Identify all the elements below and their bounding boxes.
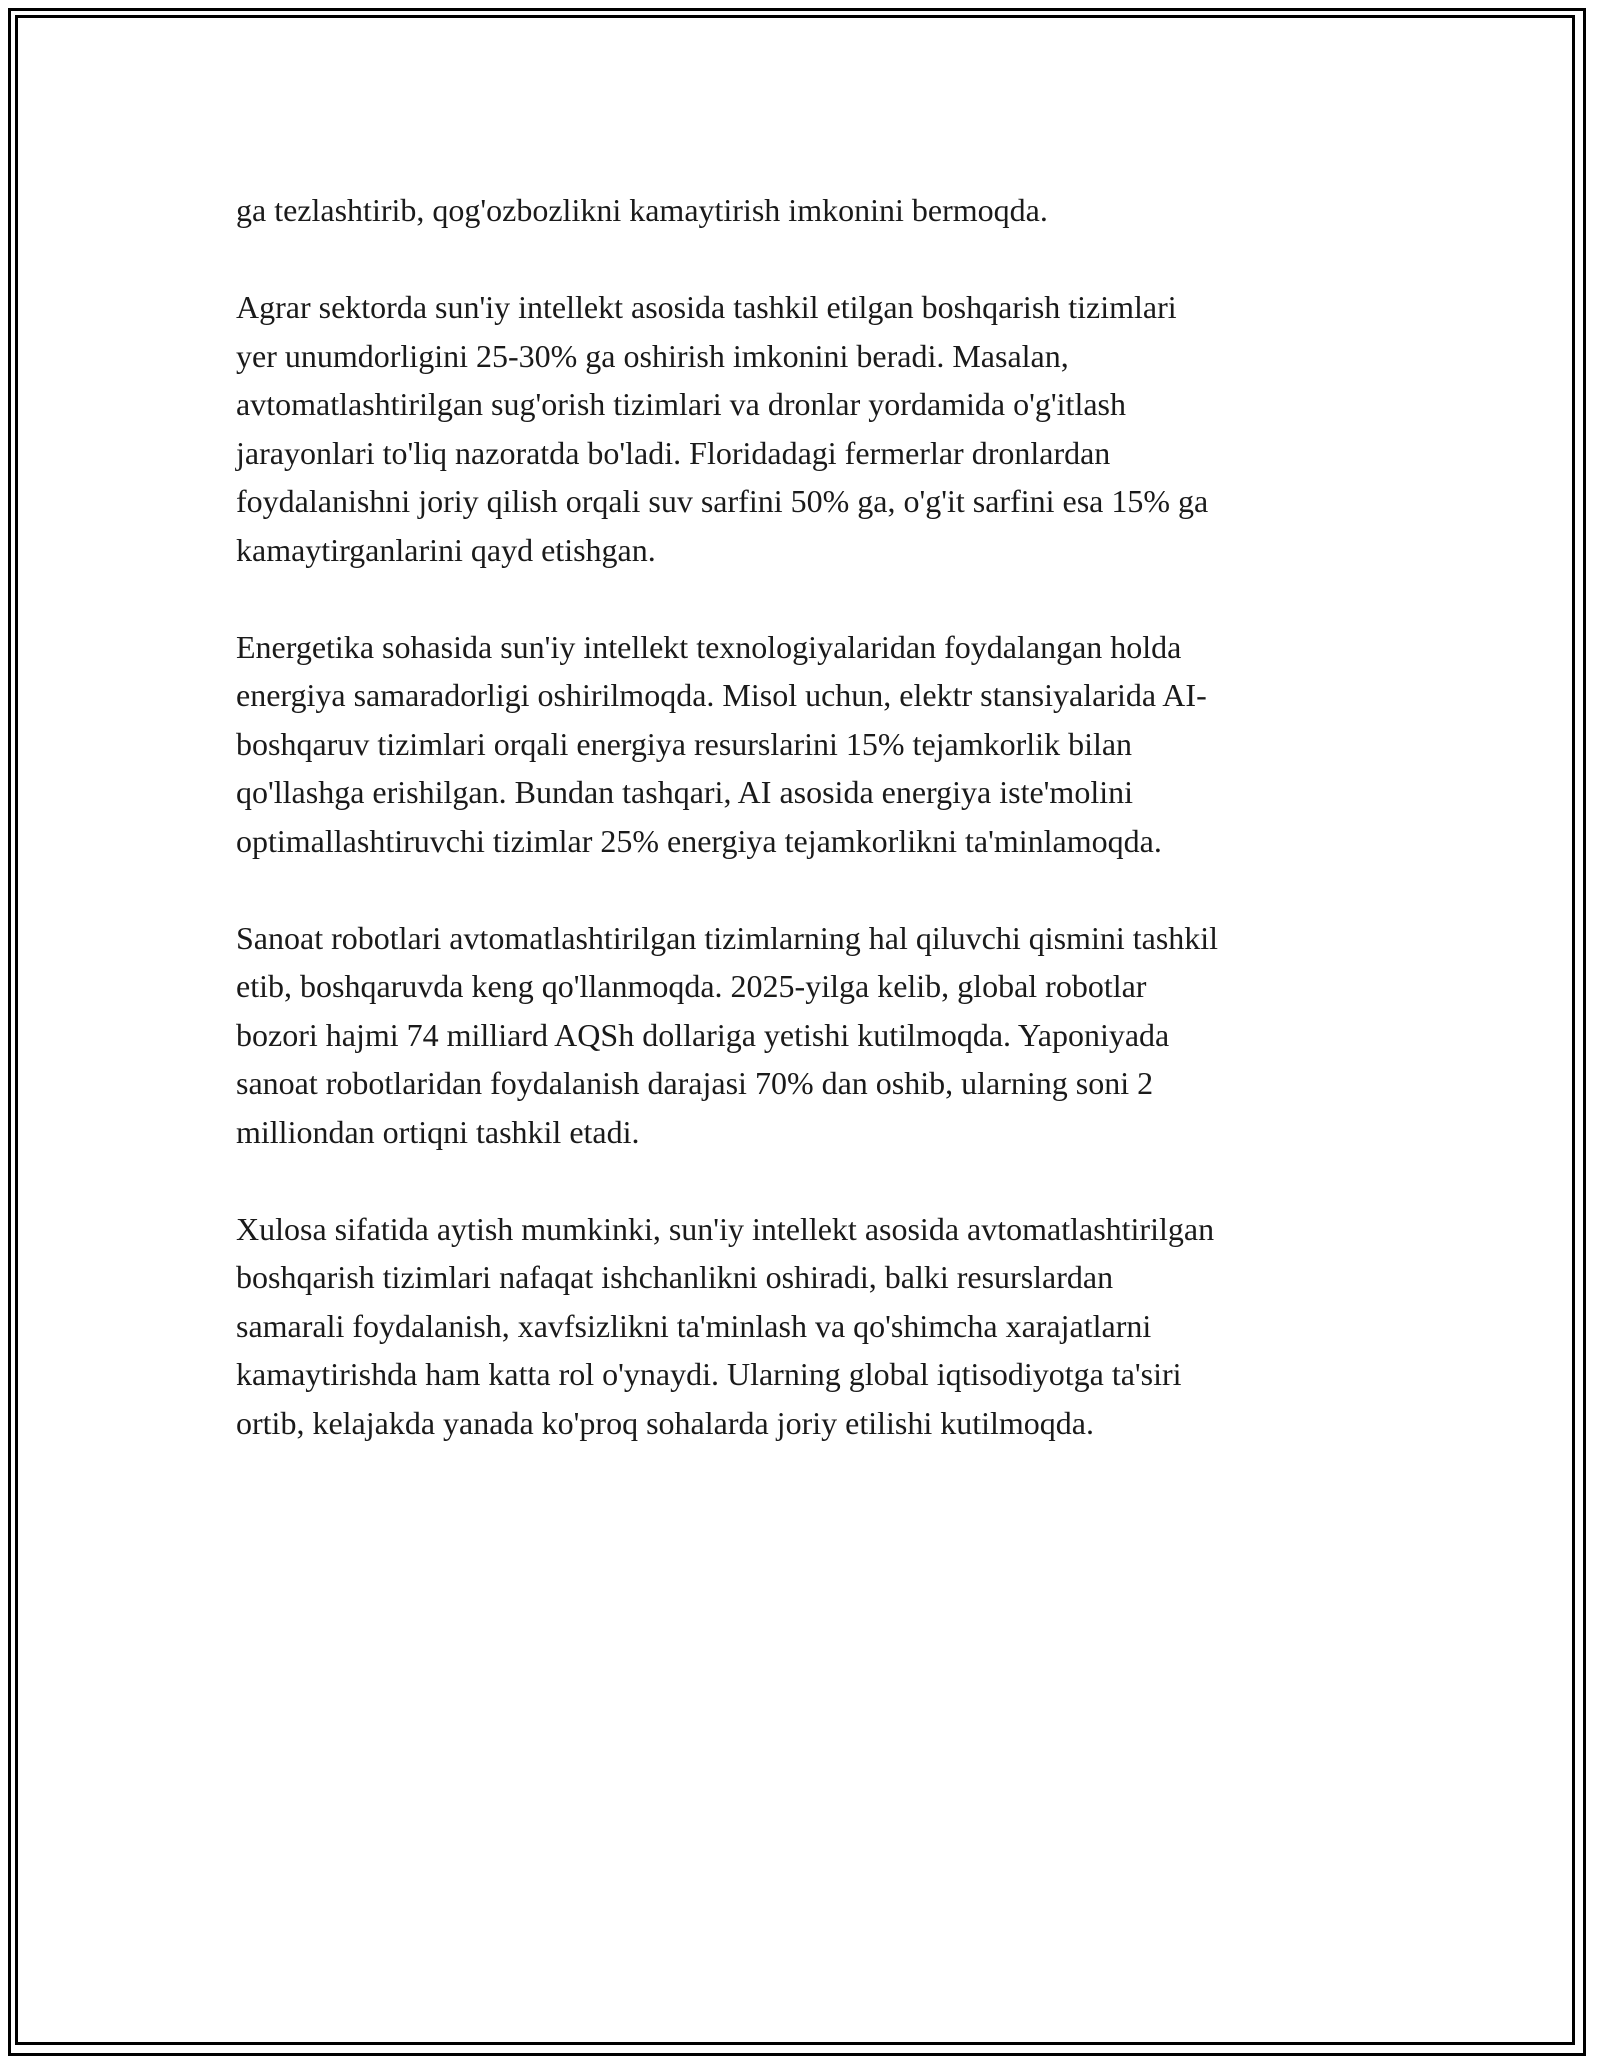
text-line: Xulosa sifatida aytish mumkinki, sun'iy intellekt asosida avtomatlashtirilgan	[236, 1210, 1215, 1247]
text-line: ga tezlashtirib, qog'ozbozlikni kamaytirish imkonini bermoqda.	[236, 192, 1048, 228]
document-body	[236, 186, 1376, 1496]
text-line: boshqarish tizimlari nafaqat ishchanlikni oshiradi, balki resurslardan	[236, 1259, 1114, 1295]
paragraph-5	[236, 1205, 1376, 1448]
text-line: ortib, kelajakda yanada ko'proq sohalarda joriy etilishi kutilmoqda.	[236, 1404, 1094, 1441]
text-line: foydalanishni joriy qilish orqali suv sarfini 50% ga, o'g'it sarfini esa 15% ga	[236, 483, 1209, 519]
text-line: yer unumdorligini 25-30% ga oshirish imkonini beradi. Masalan,	[236, 337, 1069, 374]
paragraph-4	[236, 914, 1376, 1157]
text-line: milliondan ortiqni tashkil etadi.	[236, 1113, 640, 1150]
text-line: sanoat robotlaridan foydalanish darajasi 70% dan oshib, ularning soni 2	[236, 1065, 1154, 1101]
text-line: etib, boshqaruvda keng qo'llanmoqda. 2025-yilga kelib, global robotlar	[236, 968, 1147, 1004]
text-line: jarayonlari to'liq nazoratda bo'ladi. Floridadagi fermerlar dronlardan	[236, 434, 1111, 471]
text-line: optimallashtiruvchi tizimlar 25% energiya tejamkorlikni ta'minlamoqda.	[236, 822, 1162, 859]
text-line: Sanoat robotlari avtomatlashtirilgan tizimlarning hal qiluvchi qismini tashkil	[236, 919, 1219, 956]
text-line: samarali foydalanish, xavfsizlikni ta'minlash va qo'shimcha xarajatlarni	[236, 1307, 1152, 1344]
text-line: qo'llashga erishilgan. Bundan tashqari, AI asosida energiya iste'molini	[236, 774, 1133, 810]
text-line: energiya samaradorligi oshirilmoqda. Misol uchun, elektr stansiyalarida AI-	[236, 677, 1207, 713]
text-line: kamaytirganlarini qayd etishgan.	[236, 531, 656, 568]
paragraph-2	[236, 283, 1376, 574]
paragraph-3	[236, 623, 1376, 866]
text-line: Energetika sohasida sun'iy intellekt texnologiyalaridan foydalangan holda	[236, 628, 1182, 665]
text-line: avtomatlashtirilgan sug'orish tizimlari va dronlar yordamida o'g'itlash	[236, 386, 1126, 422]
text-line: kamaytirishda ham katta rol o'ynaydi. Ularning global iqtisodiyotga ta'siri	[236, 1356, 1182, 1392]
text-line: boshqaruv tizimlari orqali energiya resurslarini 15% tejamkorlik bilan	[236, 725, 1133, 762]
text-line: bozori hajmi 74 milliard AQSh dollariga yetishi kutilmoqda. Yaponiyada	[236, 1016, 1170, 1053]
paragraph-1	[236, 186, 1376, 235]
text-line: Agrar sektorda sun'iy intellekt asosida tashkil etilgan boshqarish tizimlari	[236, 289, 1177, 325]
